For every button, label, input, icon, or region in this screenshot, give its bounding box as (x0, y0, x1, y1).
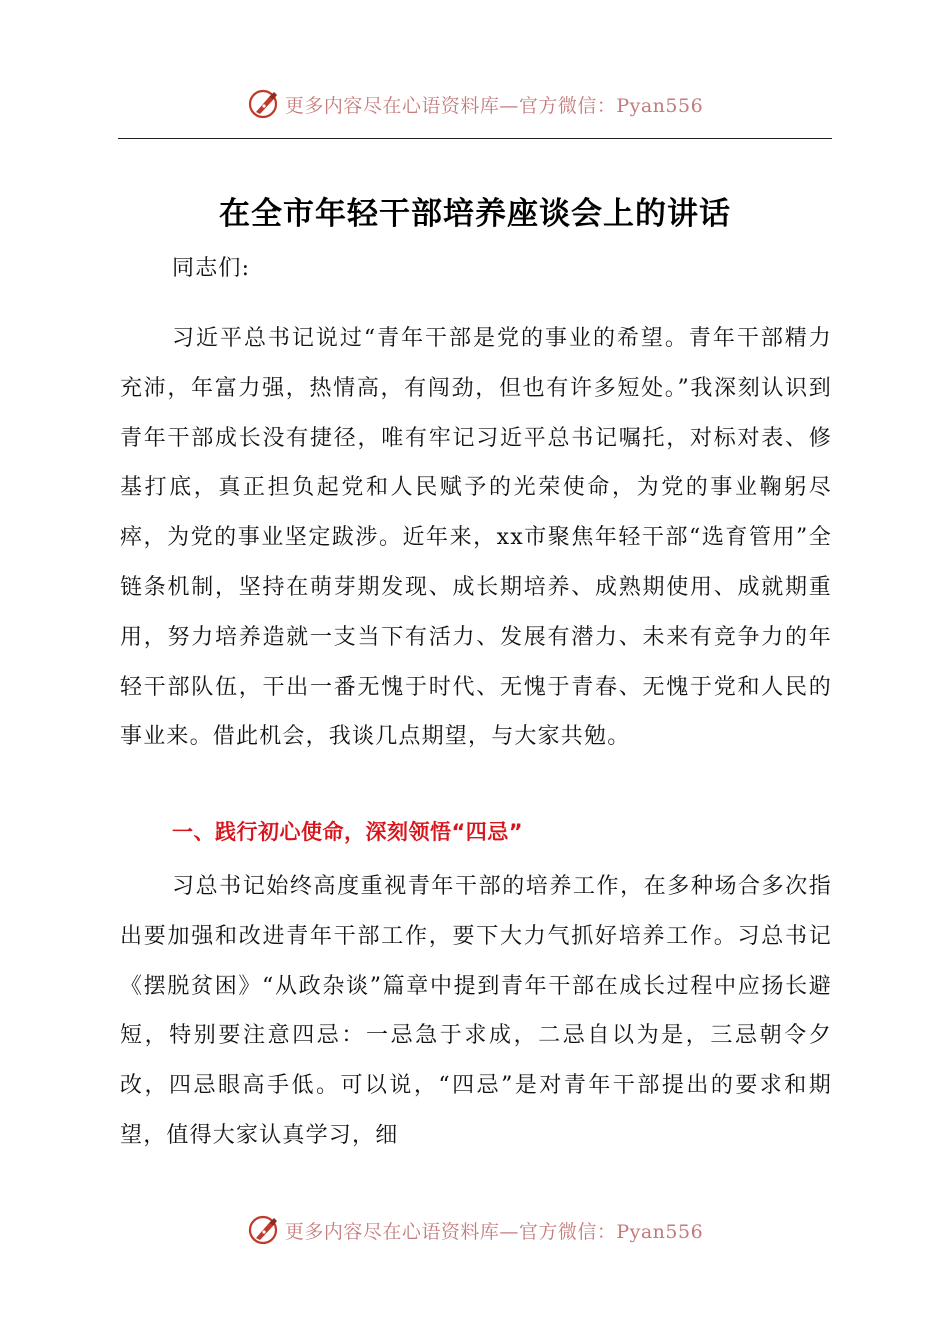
header-banner (0, 84, 950, 124)
paragraph-1: 习近平总书记说过“青年干部是党的事业的希望。青年干部精力充沛，年富力强，热情高，有闯劲，但也有许多短处。”我深刻认识到青年干部成长没有捷径，唯有牢记习近平总书记嘱托，对标对表、修基打底，真正担负起党和人民赋予的光荣使命，为党的事业鞠躬尽瘁，为党的事业坚定跋涉。近年来，xx市聚焦年轻干部“选育管用”全链条机制，坚持在萌芽期发现、成长期培养、成熟期使用、成就期重用，努力培养造就一支当下有活力、发展有潜力、未来有竞争力的年轻干部队伍，干出一番无愧于时代、无愧于青春、无愧于党和人民的事业来。借此机会，我谈几点期望，与大家共勉。 (120, 326, 832, 750)
pen-nib-logo-icon (247, 87, 281, 121)
footer-banner (0, 1210, 950, 1250)
paragraph-2: 习总书记始终高度重视青年干部的培养工作，在多种场合多次指出要加强和改进青年干部工作，要下大力气抓好培养工作。习总书记《摆脱贫困》“从政杂谈”篇章中提到青年干部在成长过程中应扬长避短，特别要注意四忌：一忌急于求成，二忌自以为是，三忌朝令夕改，四忌眼高手低。可以说，“四忌”是对青年干部提出的要求和期望，值得大家认真学习，细 (120, 874, 832, 1148)
header-divider (118, 138, 832, 139)
section-heading-1: 一、践行初心使命，深刻领悟“四忌” (172, 820, 524, 844)
footer-banner-text: 更多内容尽在心语资料库—官方微信：Pyan556 (284, 1220, 704, 1243)
header-banner-text: 更多内容尽在心语资料库—官方微信：Pyan556 (284, 94, 704, 117)
pen-nib-logo-icon (247, 1213, 281, 1247)
document-title: 在全市年轻干部培养座谈会上的讲话 (219, 196, 731, 232)
greeting: 同志们: (172, 256, 251, 281)
